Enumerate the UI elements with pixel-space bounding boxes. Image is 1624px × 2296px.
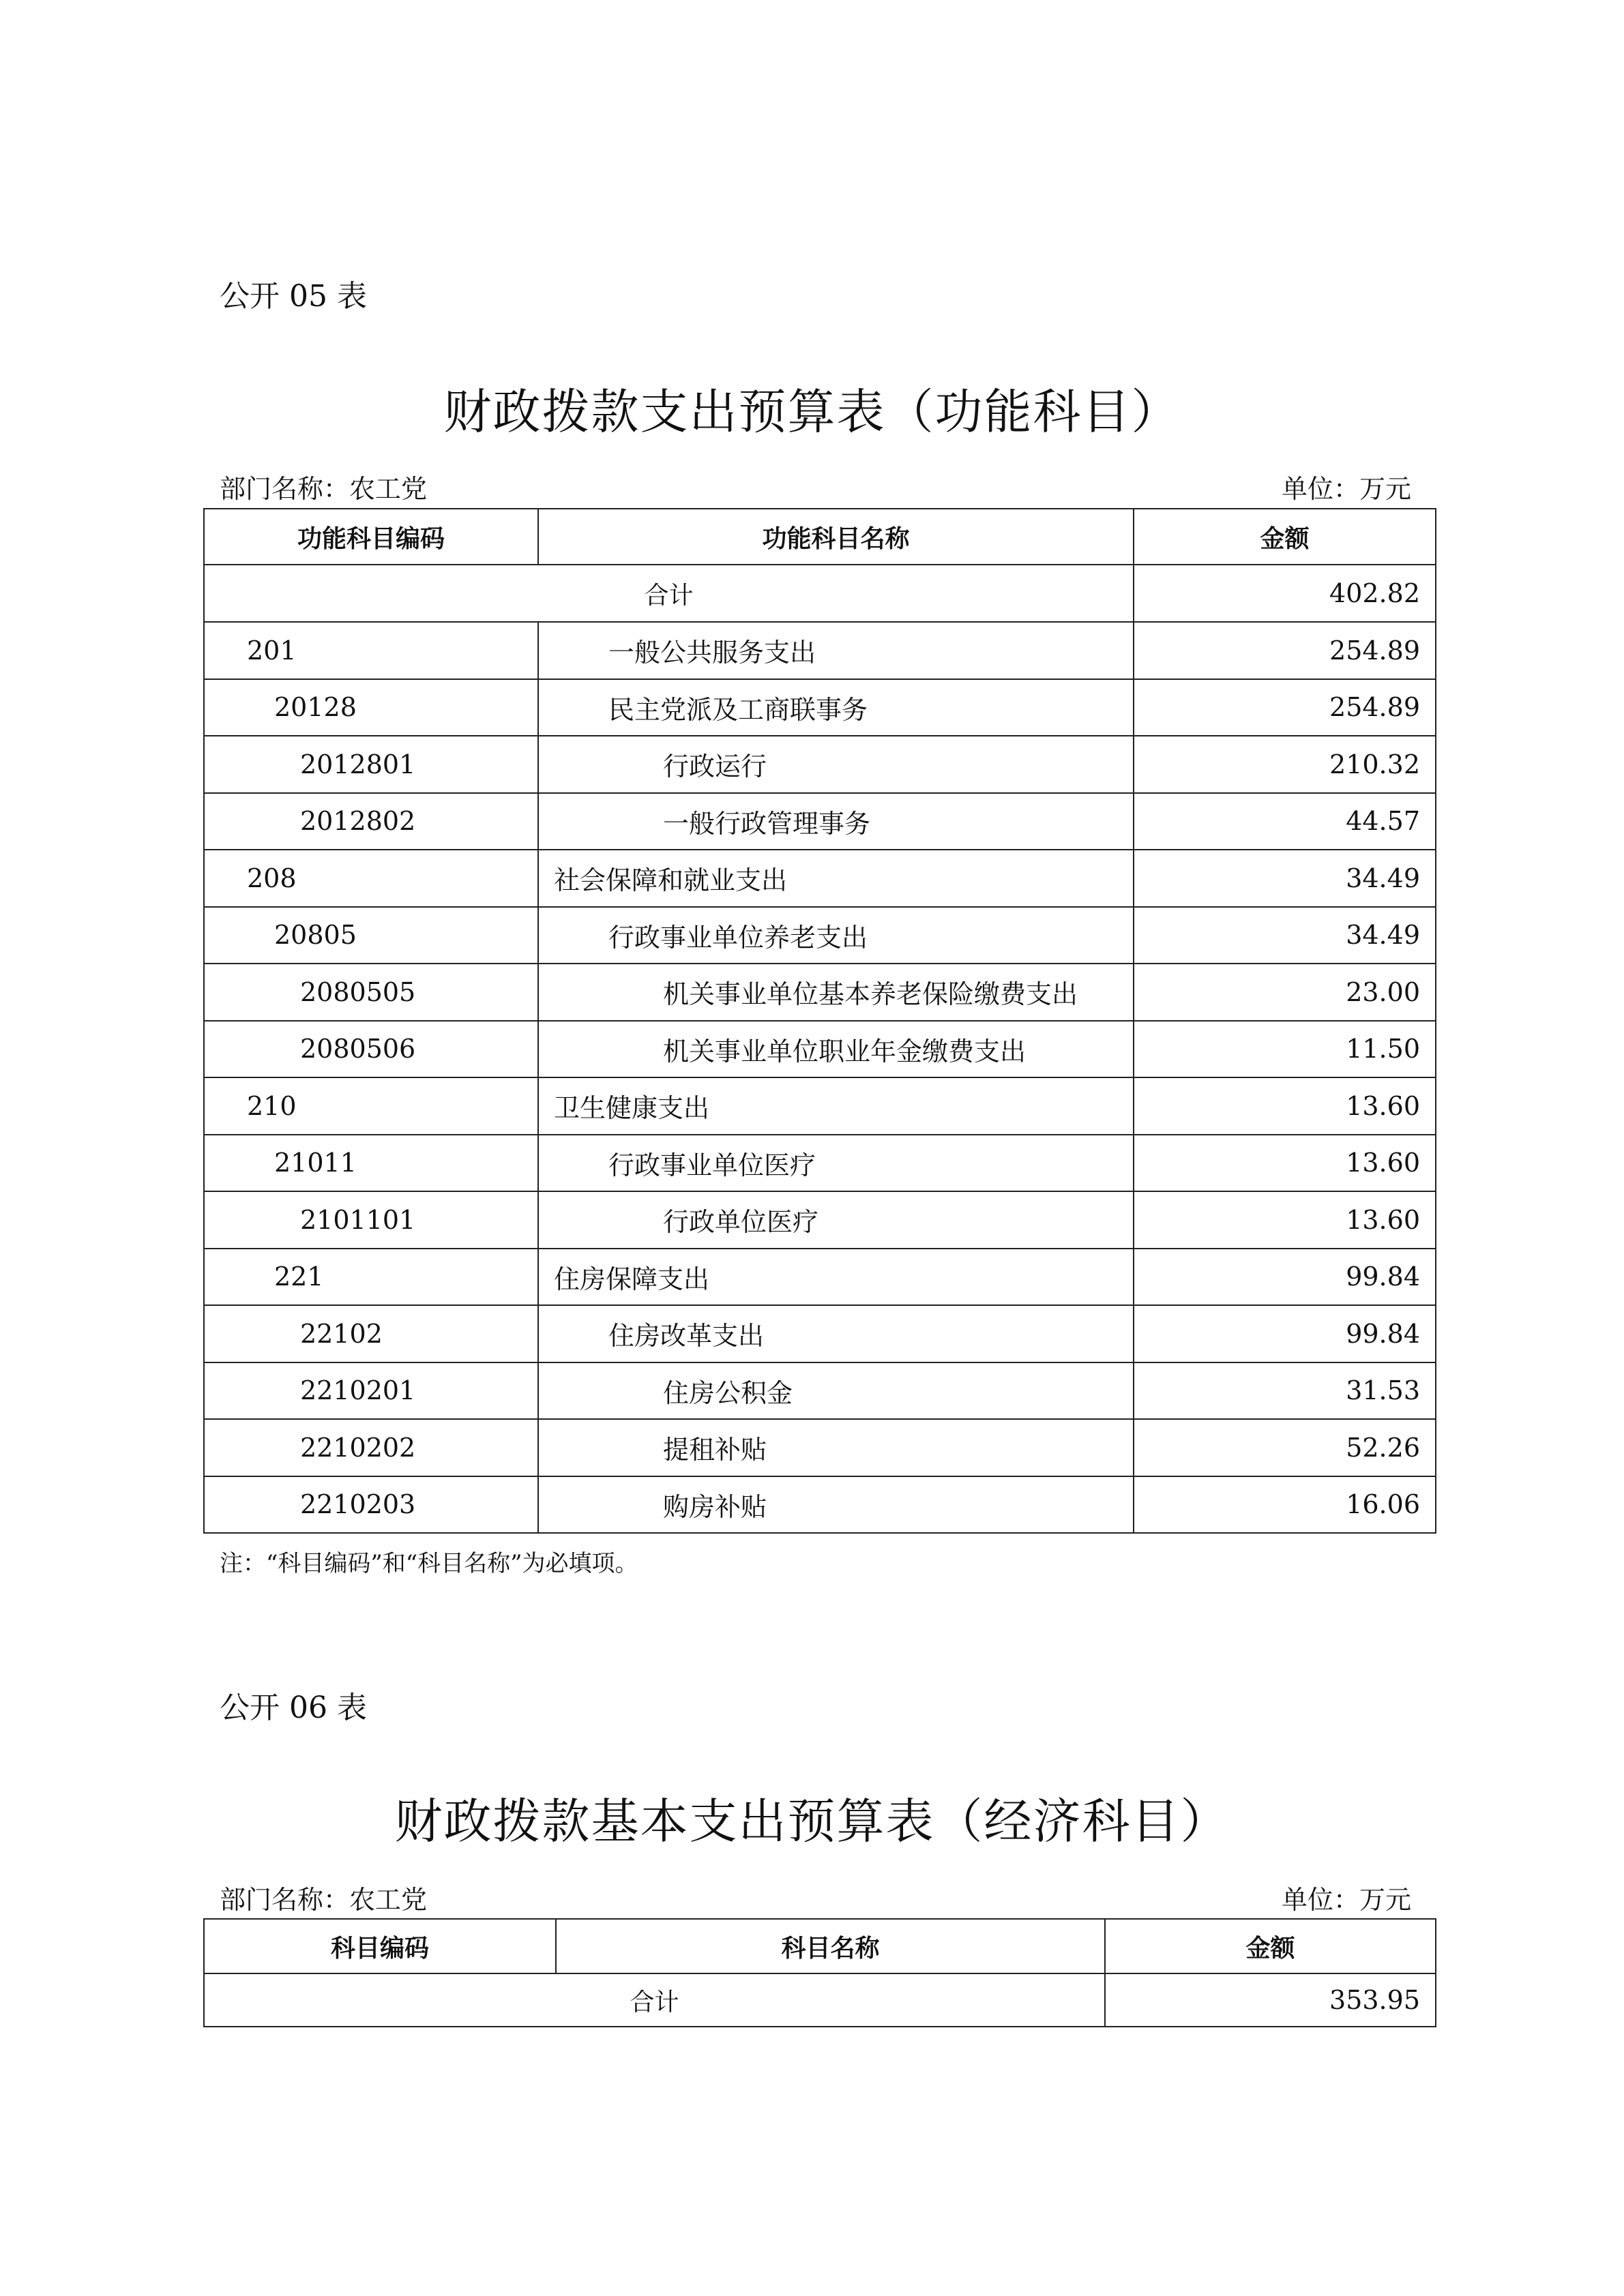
subject-amount: 23.00 — [1134, 964, 1436, 1021]
subject-name: 住房保障支出 — [538, 1249, 1134, 1306]
subject-amount: 13.60 — [1134, 1135, 1436, 1192]
subject-code: 208 — [204, 850, 538, 907]
subject-name: 购房补贴 — [538, 1476, 1134, 1534]
total-amount: 402.82 — [1134, 565, 1436, 622]
table-row — [204, 964, 1436, 1021]
table-row — [204, 850, 1436, 907]
table-label: 公开 05 表 — [220, 279, 367, 314]
subject-amount: 44.57 — [1134, 793, 1436, 850]
table-row — [204, 1419, 1436, 1476]
header-code: 功能科目编码 — [204, 509, 538, 565]
table-row — [204, 1362, 1436, 1420]
total-amount: 353.95 — [1105, 1973, 1436, 2027]
subject-code: 22102 — [204, 1305, 538, 1362]
header-name: 功能科目名称 — [538, 509, 1134, 565]
subject-code: 20128 — [204, 679, 538, 736]
subject-code: 2080506 — [204, 1021, 538, 1078]
subject-code: 21011 — [204, 1135, 538, 1192]
table-row — [204, 1135, 1436, 1192]
subject-amount: 210.32 — [1134, 736, 1436, 793]
table-row — [204, 793, 1436, 850]
subject-name: 住房公积金 — [538, 1362, 1134, 1420]
subject-code: 2101101 — [204, 1191, 538, 1249]
subject-amount: 13.60 — [1134, 1191, 1436, 1249]
subject-name: 一般公共服务支出 — [538, 622, 1134, 679]
table-row — [204, 1249, 1436, 1306]
header-amount: 金额 — [1134, 509, 1436, 565]
table-row — [204, 679, 1436, 736]
table-header-row — [204, 1919, 1436, 1973]
subject-name: 机关事业单位职业年金缴费支出 — [538, 1021, 1134, 1078]
table-note: 注：“科目编码”和“科目名称”为必填项。 — [220, 1550, 638, 1577]
subject-name: 机关事业单位基本养老保险缴费支出 — [538, 964, 1134, 1021]
subject-amount: 31.53 — [1134, 1362, 1436, 1420]
subject-name: 行政事业单位养老支出 — [538, 907, 1134, 964]
subject-name: 行政运行 — [538, 736, 1134, 793]
budget-table-economic — [203, 1918, 1436, 2027]
table-row — [204, 622, 1436, 679]
total-row — [204, 565, 1436, 622]
unit-label-06: 单位：万元 — [1281, 1885, 1411, 1915]
unit-label: 单位：万元 — [1281, 474, 1411, 504]
total-row — [204, 1973, 1436, 2027]
total-label: 合计 — [204, 1973, 1105, 2027]
subject-code: 2210203 — [204, 1476, 538, 1534]
header-code: 科目编码 — [204, 1919, 556, 1973]
table-label-06: 公开 06 表 — [220, 1690, 367, 1725]
subject-code: 2012802 — [204, 793, 538, 850]
department-name-06: 部门名称：农工党 — [220, 1885, 428, 1915]
department-name: 部门名称：农工党 — [220, 474, 428, 504]
page-title: 财政拨款支出预算表（功能科目） — [443, 384, 1181, 440]
header-amount: 金额 — [1105, 1919, 1436, 1973]
table-row — [204, 1077, 1436, 1135]
subject-amount: 99.84 — [1134, 1249, 1436, 1306]
table-row — [204, 1476, 1436, 1534]
subject-amount: 16.06 — [1134, 1476, 1436, 1534]
table-row — [204, 1191, 1436, 1249]
subject-name: 社会保障和就业支出 — [538, 850, 1134, 907]
subject-amount: 254.89 — [1134, 679, 1436, 736]
header-name: 科目名称 — [556, 1919, 1105, 1973]
subject-name: 提租补贴 — [538, 1419, 1134, 1476]
subject-name: 行政事业单位医疗 — [538, 1135, 1134, 1192]
subject-amount: 99.84 — [1134, 1305, 1436, 1362]
subject-code: 221 — [204, 1249, 538, 1306]
subject-name: 一般行政管理事务 — [538, 793, 1134, 850]
table-row — [204, 736, 1436, 793]
subject-name: 民主党派及工商联事务 — [538, 679, 1134, 736]
subject-name: 行政单位医疗 — [538, 1191, 1134, 1249]
subject-code: 2012801 — [204, 736, 538, 793]
table-header-row — [204, 509, 1436, 565]
subject-code: 210 — [204, 1077, 538, 1135]
subject-amount: 34.49 — [1134, 850, 1436, 907]
subject-name: 住房改革支出 — [538, 1305, 1134, 1362]
subject-amount: 11.50 — [1134, 1021, 1436, 1078]
subject-name: 卫生健康支出 — [538, 1077, 1134, 1135]
subject-code: 2080505 — [204, 964, 538, 1021]
page-title-06: 财政拨款基本支出预算表（经济科目） — [394, 1793, 1230, 1849]
subject-code: 20805 — [204, 907, 538, 964]
subject-amount: 254.89 — [1134, 622, 1436, 679]
subject-amount: 34.49 — [1134, 907, 1436, 964]
table-row — [204, 1021, 1436, 1078]
budget-table-functional — [203, 508, 1436, 1534]
subject-code: 2210202 — [204, 1419, 538, 1476]
total-label: 合计 — [204, 565, 1134, 622]
table-row — [204, 907, 1436, 964]
subject-amount: 13.60 — [1134, 1077, 1436, 1135]
table-row — [204, 1305, 1436, 1362]
subject-code: 201 — [204, 622, 538, 679]
subject-amount: 52.26 — [1134, 1419, 1436, 1476]
subject-code: 2210201 — [204, 1362, 538, 1420]
